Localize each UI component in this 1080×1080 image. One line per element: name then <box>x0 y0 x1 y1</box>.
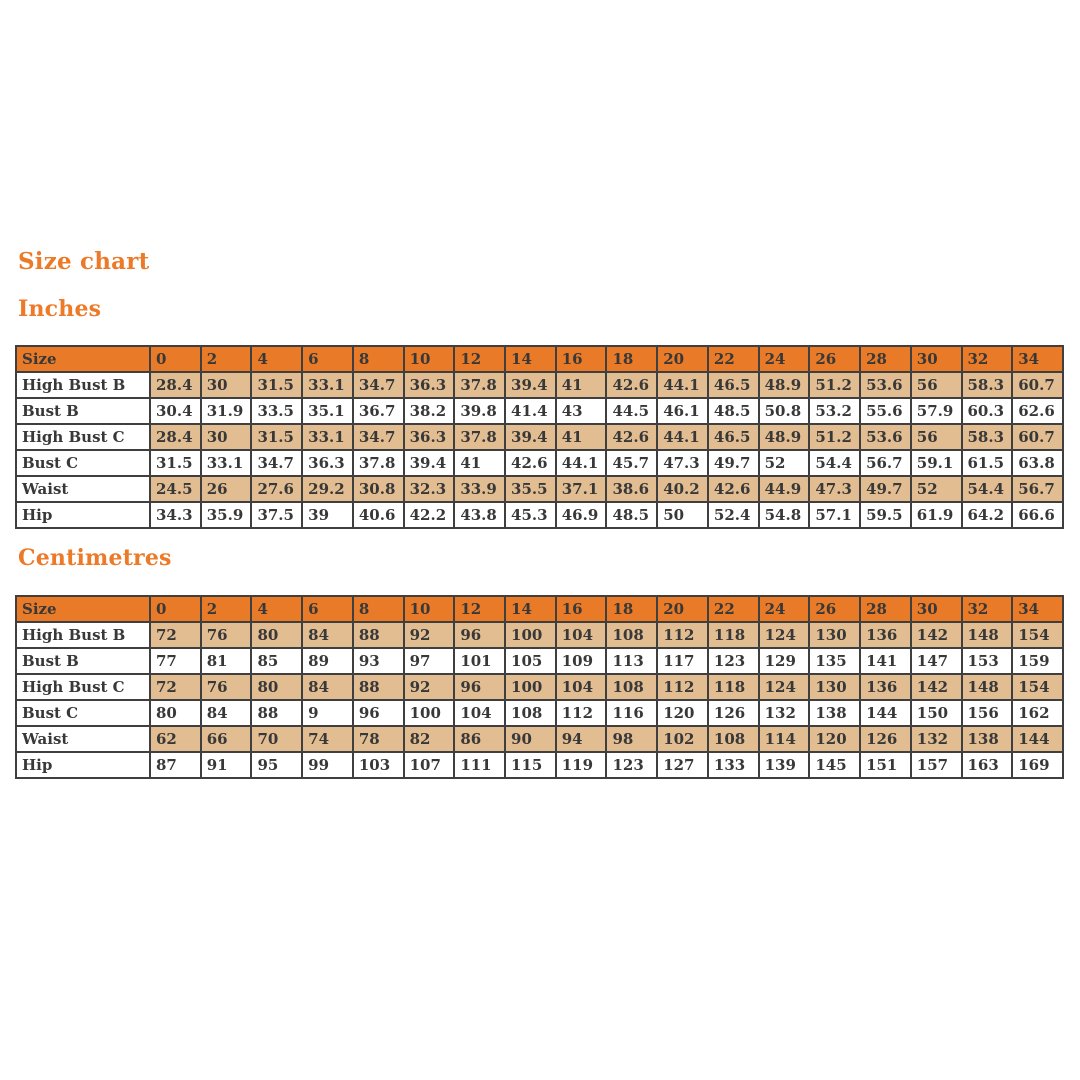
value-cell: 89 <box>302 648 353 674</box>
value-cell: 36.3 <box>302 450 353 476</box>
size-column-header: 0 <box>150 596 201 622</box>
value-cell: 145 <box>809 752 860 778</box>
value-cell: 41 <box>556 372 607 398</box>
row-label: Waist <box>16 476 150 502</box>
value-cell: 86 <box>454 726 505 752</box>
value-cell: 72 <box>150 622 201 648</box>
table-row <box>16 752 1063 778</box>
size-column-header: 4 <box>251 346 302 372</box>
value-cell: 76 <box>201 622 252 648</box>
value-cell: 132 <box>759 700 810 726</box>
value-cell: 35.9 <box>201 502 252 528</box>
value-cell: 124 <box>759 674 810 700</box>
value-cell: 94 <box>556 726 607 752</box>
value-cell: 58.3 <box>962 424 1013 450</box>
page-title: Size chart <box>18 248 150 275</box>
value-cell: 64.2 <box>962 502 1013 528</box>
value-cell: 142 <box>911 622 962 648</box>
value-cell: 129 <box>759 648 810 674</box>
size-column-header: 16 <box>556 346 607 372</box>
value-cell: 127 <box>657 752 708 778</box>
value-cell: 33.1 <box>201 450 252 476</box>
value-cell: 100 <box>505 674 556 700</box>
value-cell: 61.9 <box>911 502 962 528</box>
size-column-header: 32 <box>962 346 1013 372</box>
value-cell: 136 <box>860 622 911 648</box>
value-cell: 144 <box>1012 726 1063 752</box>
value-cell: 39.4 <box>505 372 556 398</box>
value-cell: 39 <box>302 502 353 528</box>
value-cell: 142 <box>911 674 962 700</box>
size-column-header: 28 <box>860 596 911 622</box>
value-cell: 96 <box>454 674 505 700</box>
value-cell: 148 <box>962 622 1013 648</box>
value-cell: 119 <box>556 752 607 778</box>
value-cell: 97 <box>404 648 455 674</box>
value-cell: 49.7 <box>708 450 759 476</box>
value-cell: 35.1 <box>302 398 353 424</box>
value-cell: 80 <box>251 622 302 648</box>
value-cell: 53.6 <box>860 424 911 450</box>
inches-section <box>15 296 1064 529</box>
value-cell: 42.6 <box>606 372 657 398</box>
value-cell: 33.1 <box>302 424 353 450</box>
size-column-header: 10 <box>404 346 455 372</box>
value-cell: 34.7 <box>251 450 302 476</box>
size-column-header: 6 <box>302 346 353 372</box>
size-column-header: 14 <box>505 346 556 372</box>
value-cell: 48.9 <box>759 424 810 450</box>
value-cell: 151 <box>860 752 911 778</box>
value-cell: 80 <box>150 700 201 726</box>
size-column-header: 28 <box>860 346 911 372</box>
size-column-header: 14 <box>505 596 556 622</box>
value-cell: 108 <box>606 622 657 648</box>
value-cell: 84 <box>302 674 353 700</box>
size-column-header: 0 <box>150 346 201 372</box>
value-cell: 103 <box>353 752 404 778</box>
size-column-header: 30 <box>911 346 962 372</box>
value-cell: 30.8 <box>353 476 404 502</box>
value-cell: 30 <box>201 372 252 398</box>
value-cell: 46.1 <box>657 398 708 424</box>
value-cell: 112 <box>657 622 708 648</box>
value-cell: 46.9 <box>556 502 607 528</box>
value-cell: 39.4 <box>404 450 455 476</box>
value-cell: 101 <box>454 648 505 674</box>
size-chart-page <box>15 248 1064 779</box>
value-cell: 115 <box>505 752 556 778</box>
value-cell: 88 <box>353 622 404 648</box>
size-column-header: 26 <box>809 346 860 372</box>
value-cell: 138 <box>809 700 860 726</box>
value-cell: 84 <box>201 700 252 726</box>
value-cell: 116 <box>606 700 657 726</box>
value-cell: 37.8 <box>454 372 505 398</box>
value-cell: 159 <box>1012 648 1063 674</box>
value-cell: 123 <box>606 752 657 778</box>
value-cell: 27.6 <box>251 476 302 502</box>
value-cell: 55.6 <box>860 398 911 424</box>
value-cell: 48.5 <box>708 398 759 424</box>
value-cell: 31.5 <box>150 450 201 476</box>
value-cell: 105 <box>505 648 556 674</box>
value-cell: 133 <box>708 752 759 778</box>
value-cell: 93 <box>353 648 404 674</box>
value-cell: 90 <box>505 726 556 752</box>
size-column-header: 20 <box>657 346 708 372</box>
value-cell: 169 <box>1012 752 1063 778</box>
value-cell: 31.5 <box>251 372 302 398</box>
value-cell: 57.9 <box>911 398 962 424</box>
value-cell: 37.8 <box>353 450 404 476</box>
value-cell: 35.5 <box>505 476 556 502</box>
value-cell: 47.3 <box>809 476 860 502</box>
size-column-header: 10 <box>404 596 455 622</box>
value-cell: 42.6 <box>505 450 556 476</box>
value-cell: 50.8 <box>759 398 810 424</box>
size-column-header: 22 <box>708 596 759 622</box>
value-cell: 36.3 <box>404 372 455 398</box>
value-cell: 113 <box>606 648 657 674</box>
size-column-header: 34 <box>1012 346 1063 372</box>
value-cell: 42.6 <box>606 424 657 450</box>
value-cell: 56 <box>911 372 962 398</box>
value-cell: 92 <box>404 674 455 700</box>
size-column-header: 18 <box>606 346 657 372</box>
value-cell: 108 <box>708 726 759 752</box>
value-cell: 132 <box>911 726 962 752</box>
value-cell: 130 <box>809 622 860 648</box>
value-cell: 95 <box>251 752 302 778</box>
size-column-header: 16 <box>556 596 607 622</box>
value-cell: 76 <box>201 674 252 700</box>
value-cell: 42.6 <box>708 476 759 502</box>
size-column-header: 12 <box>454 346 505 372</box>
value-cell: 56.7 <box>1012 476 1063 502</box>
value-cell: 82 <box>404 726 455 752</box>
value-cell: 147 <box>911 648 962 674</box>
table-row <box>16 648 1063 674</box>
size-column-header: 8 <box>353 596 404 622</box>
size-column-header: 22 <box>708 346 759 372</box>
value-cell: 36.3 <box>404 424 455 450</box>
size-column-header: 6 <box>302 596 353 622</box>
value-cell: 40.6 <box>353 502 404 528</box>
value-cell: 139 <box>759 752 810 778</box>
value-cell: 104 <box>556 622 607 648</box>
value-cell: 44.5 <box>606 398 657 424</box>
value-cell: 148 <box>962 674 1013 700</box>
header-row <box>16 596 1063 622</box>
row-label: Bust B <box>16 398 150 424</box>
value-cell: 41 <box>454 450 505 476</box>
value-cell: 46.5 <box>708 424 759 450</box>
value-cell: 154 <box>1012 674 1063 700</box>
value-cell: 59.1 <box>911 450 962 476</box>
size-column-header: 2 <box>201 596 252 622</box>
row-label: Hip <box>16 752 150 778</box>
table-row <box>16 424 1063 450</box>
value-cell: 144 <box>860 700 911 726</box>
value-cell: 44.9 <box>759 476 810 502</box>
value-cell: 37.1 <box>556 476 607 502</box>
value-cell: 61.5 <box>962 450 1013 476</box>
value-cell: 43 <box>556 398 607 424</box>
value-cell: 109 <box>556 648 607 674</box>
value-cell: 24.5 <box>150 476 201 502</box>
value-cell: 100 <box>404 700 455 726</box>
value-cell: 39.8 <box>454 398 505 424</box>
value-cell: 58.3 <box>962 372 1013 398</box>
value-cell: 80 <box>251 674 302 700</box>
centimetres-heading: Centimetres <box>18 545 172 571</box>
row-label: High Bust C <box>16 674 150 700</box>
table-row <box>16 674 1063 700</box>
value-cell: 37.5 <box>251 502 302 528</box>
value-cell: 41 <box>556 424 607 450</box>
row-label: High Bust B <box>16 372 150 398</box>
value-cell: 54.8 <box>759 502 810 528</box>
value-cell: 44.1 <box>657 424 708 450</box>
size-column-header: 8 <box>353 346 404 372</box>
value-cell: 84 <box>302 622 353 648</box>
value-cell: 52 <box>759 450 810 476</box>
table-row <box>16 398 1063 424</box>
value-cell: 112 <box>556 700 607 726</box>
value-cell: 49.7 <box>860 476 911 502</box>
value-cell: 54.4 <box>962 476 1013 502</box>
row-label: High Bust C <box>16 424 150 450</box>
value-cell: 154 <box>1012 622 1063 648</box>
value-cell: 120 <box>809 726 860 752</box>
value-cell: 47.3 <box>657 450 708 476</box>
value-cell: 32.3 <box>404 476 455 502</box>
size-header-cell: Size <box>16 346 150 372</box>
row-label: Bust C <box>16 700 150 726</box>
value-cell: 9 <box>302 700 353 726</box>
centimetres-size-table <box>15 595 1064 779</box>
value-cell: 31.9 <box>201 398 252 424</box>
value-cell: 53.2 <box>809 398 860 424</box>
value-cell: 42.2 <box>404 502 455 528</box>
value-cell: 126 <box>708 700 759 726</box>
value-cell: 51.2 <box>809 372 860 398</box>
value-cell: 118 <box>708 622 759 648</box>
value-cell: 34.3 <box>150 502 201 528</box>
value-cell: 39.4 <box>505 424 556 450</box>
size-column-header: 30 <box>911 596 962 622</box>
value-cell: 56.7 <box>860 450 911 476</box>
value-cell: 107 <box>404 752 455 778</box>
value-cell: 104 <box>454 700 505 726</box>
size-column-header: 24 <box>759 346 810 372</box>
value-cell: 77 <box>150 648 201 674</box>
row-label: High Bust B <box>16 622 150 648</box>
value-cell: 36.7 <box>353 398 404 424</box>
value-cell: 88 <box>353 674 404 700</box>
value-cell: 41.4 <box>505 398 556 424</box>
value-cell: 163 <box>962 752 1013 778</box>
value-cell: 44.1 <box>556 450 607 476</box>
value-cell: 37.8 <box>454 424 505 450</box>
value-cell: 28.4 <box>150 372 201 398</box>
value-cell: 54.4 <box>809 450 860 476</box>
value-cell: 34.7 <box>353 372 404 398</box>
size-column-header: 26 <box>809 596 860 622</box>
value-cell: 38.2 <box>404 398 455 424</box>
value-cell: 43.8 <box>454 502 505 528</box>
value-cell: 108 <box>606 674 657 700</box>
value-cell: 88 <box>251 700 302 726</box>
value-cell: 126 <box>860 726 911 752</box>
table-row <box>16 726 1063 752</box>
value-cell: 96 <box>353 700 404 726</box>
value-cell: 50 <box>657 502 708 528</box>
value-cell: 62 <box>150 726 201 752</box>
value-cell: 40.2 <box>657 476 708 502</box>
value-cell: 60.7 <box>1012 424 1063 450</box>
size-column-header: 4 <box>251 596 302 622</box>
value-cell: 162 <box>1012 700 1063 726</box>
size-header-cell: Size <box>16 596 150 622</box>
value-cell: 104 <box>556 674 607 700</box>
value-cell: 74 <box>302 726 353 752</box>
value-cell: 85 <box>251 648 302 674</box>
value-cell: 46.5 <box>708 372 759 398</box>
row-label: Bust B <box>16 648 150 674</box>
value-cell: 38.6 <box>606 476 657 502</box>
value-cell: 130 <box>809 674 860 700</box>
value-cell: 33.1 <box>302 372 353 398</box>
table-row <box>16 372 1063 398</box>
value-cell: 99 <box>302 752 353 778</box>
value-cell: 30.4 <box>150 398 201 424</box>
value-cell: 45.3 <box>505 502 556 528</box>
value-cell: 57.1 <box>809 502 860 528</box>
size-column-header: 18 <box>606 596 657 622</box>
value-cell: 53.6 <box>860 372 911 398</box>
value-cell: 66 <box>201 726 252 752</box>
size-column-header: 20 <box>657 596 708 622</box>
value-cell: 31.5 <box>251 424 302 450</box>
value-cell: 72 <box>150 674 201 700</box>
value-cell: 100 <box>505 622 556 648</box>
value-cell: 45.7 <box>606 450 657 476</box>
value-cell: 60.7 <box>1012 372 1063 398</box>
value-cell: 28.4 <box>150 424 201 450</box>
value-cell: 52.4 <box>708 502 759 528</box>
value-cell: 87 <box>150 752 201 778</box>
row-label: Waist <box>16 726 150 752</box>
inches-size-table <box>15 345 1064 529</box>
value-cell: 123 <box>708 648 759 674</box>
value-cell: 44.1 <box>657 372 708 398</box>
value-cell: 112 <box>657 674 708 700</box>
value-cell: 150 <box>911 700 962 726</box>
value-cell: 98 <box>606 726 657 752</box>
table-row <box>16 622 1063 648</box>
value-cell: 63.8 <box>1012 450 1063 476</box>
value-cell: 114 <box>759 726 810 752</box>
size-column-header: 34 <box>1012 596 1063 622</box>
value-cell: 33.5 <box>251 398 302 424</box>
value-cell: 96 <box>454 622 505 648</box>
value-cell: 66.6 <box>1012 502 1063 528</box>
size-column-header: 24 <box>759 596 810 622</box>
value-cell: 92 <box>404 622 455 648</box>
value-cell: 30 <box>201 424 252 450</box>
value-cell: 135 <box>809 648 860 674</box>
value-cell: 153 <box>962 648 1013 674</box>
value-cell: 117 <box>657 648 708 674</box>
value-cell: 156 <box>962 700 1013 726</box>
value-cell: 108 <box>505 700 556 726</box>
value-cell: 29.2 <box>302 476 353 502</box>
value-cell: 91 <box>201 752 252 778</box>
row-label: Hip <box>16 502 150 528</box>
value-cell: 120 <box>657 700 708 726</box>
value-cell: 111 <box>454 752 505 778</box>
size-column-header: 32 <box>962 596 1013 622</box>
value-cell: 124 <box>759 622 810 648</box>
table-row <box>16 450 1063 476</box>
table-row <box>16 476 1063 502</box>
value-cell: 138 <box>962 726 1013 752</box>
value-cell: 136 <box>860 674 911 700</box>
value-cell: 70 <box>251 726 302 752</box>
table-row <box>16 502 1063 528</box>
value-cell: 33.9 <box>454 476 505 502</box>
value-cell: 56 <box>911 424 962 450</box>
inches-heading: Inches <box>18 296 102 322</box>
value-cell: 102 <box>657 726 708 752</box>
value-cell: 62.6 <box>1012 398 1063 424</box>
value-cell: 141 <box>860 648 911 674</box>
size-column-header: 12 <box>454 596 505 622</box>
value-cell: 52 <box>911 476 962 502</box>
value-cell: 51.2 <box>809 424 860 450</box>
row-label: Bust C <box>16 450 150 476</box>
value-cell: 60.3 <box>962 398 1013 424</box>
value-cell: 34.7 <box>353 424 404 450</box>
value-cell: 59.5 <box>860 502 911 528</box>
value-cell: 78 <box>353 726 404 752</box>
value-cell: 81 <box>201 648 252 674</box>
value-cell: 118 <box>708 674 759 700</box>
centimetres-section <box>15 545 1064 779</box>
value-cell: 48.9 <box>759 372 810 398</box>
value-cell: 26 <box>201 476 252 502</box>
header-row <box>16 346 1063 372</box>
value-cell: 157 <box>911 752 962 778</box>
size-column-header: 2 <box>201 346 252 372</box>
table-row <box>16 700 1063 726</box>
value-cell: 48.5 <box>606 502 657 528</box>
